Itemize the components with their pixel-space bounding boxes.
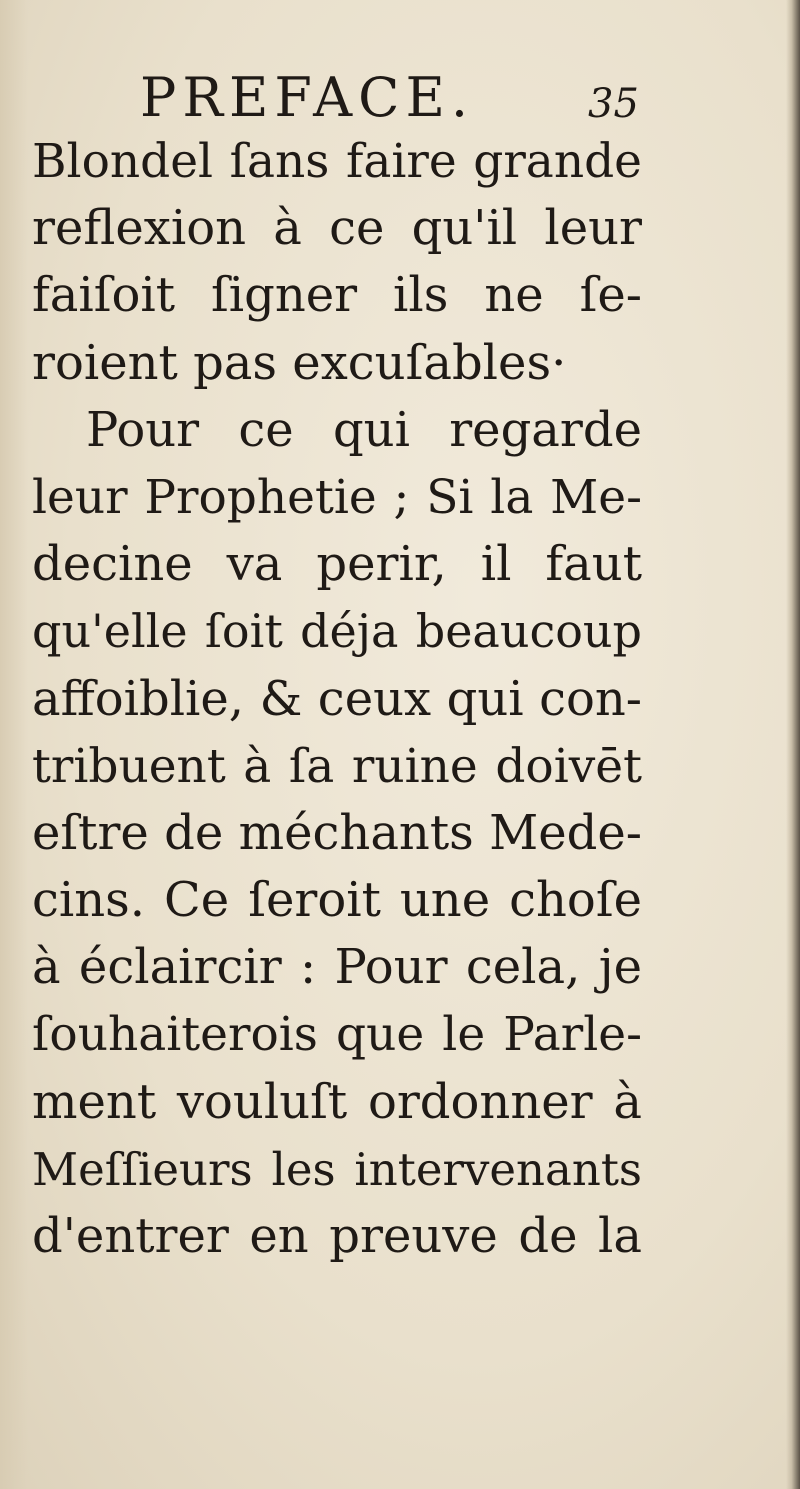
text-line: Meſſieurs les intervenants: [32, 1142, 642, 1196]
text-line: reflexion à ce qu'il leur: [32, 200, 642, 257]
text-line: leur Prophetie ; Si la Me-: [32, 469, 642, 525]
body-text: [32, 128, 642, 1270]
text-line: faiſoit ſigner ils ne ſe-: [32, 267, 642, 324]
text-line: eſtre de méchants Mede-: [32, 804, 642, 861]
page-number: 35: [588, 81, 639, 127]
page-edge-shadow-right: [786, 0, 800, 1489]
text-line: Pour ce qui regarde: [86, 401, 642, 458]
text-line: ment vouluſt ordonner à: [32, 1073, 642, 1130]
text-line: tribuent à ſa ruine doivēt: [32, 738, 642, 794]
text-line: ſouhaiterois que le Parle-: [32, 1007, 642, 1063]
text-line: à éclaircir : Pour cela, je: [32, 939, 642, 996]
text-line: affoiblie, & ceux qui con-: [32, 670, 642, 727]
text-line: Blondel ſans faire grande: [32, 134, 642, 189]
text-line: d'entrer en preuve de la: [32, 1208, 642, 1264]
page-header: [140, 66, 660, 130]
text-line: decine va perir, il faut: [32, 536, 642, 593]
page-edge-shadow-left: [0, 0, 28, 1489]
text-line: roient pas excuſables·: [32, 334, 567, 391]
text-line: cins. Ce ſeroit une choſe: [32, 872, 642, 929]
text-line: qu'elle ſoit déja beaucoup: [32, 604, 642, 659]
running-head: PREFACE.: [140, 66, 475, 129]
